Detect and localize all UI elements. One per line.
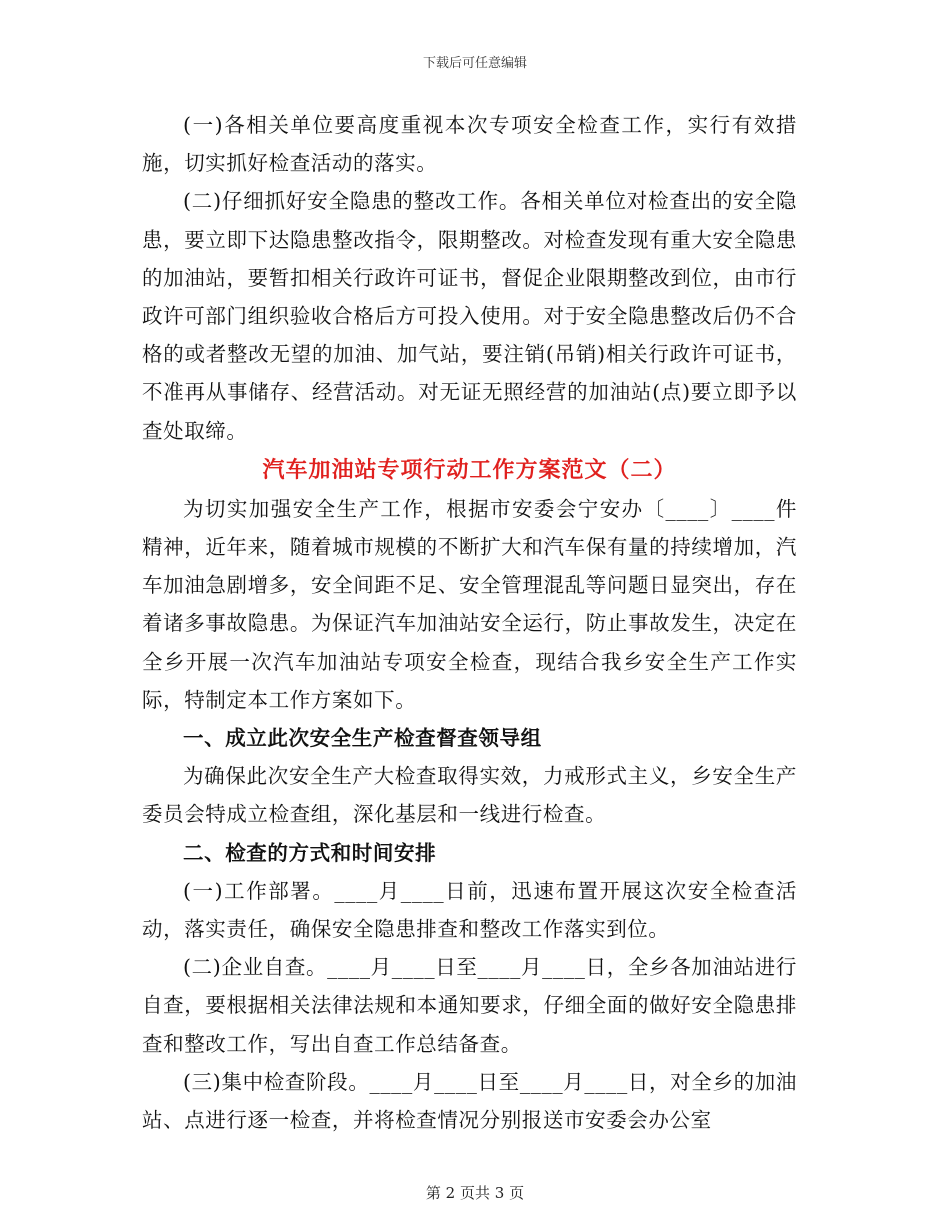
section-heading-2: 二、检查的方式和时间安排 [183, 840, 437, 865]
section-2-item-2: (二)企业自查。____月____日至____月____日，全乡各加油站进行自查，要根据相关法律法规和本通知要求，仔细全面的做好安全隐患排查和整改工作，写出自查工作总结备查。 [142, 955, 797, 1056]
section-1-body: 为确保此次安全生产大检查取得实效，力戒形式主义，乡安全生产委员会特成立检查组，深化基层和一线进行检查。 [142, 764, 797, 827]
page-header: 下载后可任意编辑 [422, 56, 527, 71]
section-2-item-1: (一)工作部署。____月____日前，迅速布置开展这次安全检查活动，落实责任，确保安全隐患排查和整改工作落实到位。 [142, 878, 797, 942]
section-heading-1: 一、成立此次安全生产检查督查领导组 [183, 726, 542, 751]
document-title: 汽车加油站专项行动工作方案范文（二） [262, 456, 677, 483]
section-2-item-3: (三)集中检查阶段。____月____日至____月____日，对全乡的加油站、点进行逐一检查，并将检查情况分别报送市安委会办公室 [142, 1069, 797, 1133]
paragraph-measure-1: (一)各相关单位要高度重视本次专项安全检查工作，实行有效措施，切实抓好检查活动的落实。 [142, 113, 797, 176]
page-footer: 第 2 页共 3 页 [425, 1184, 525, 1202]
paragraph-measure-2: (二)仔细抓好安全隐患的整改工作。各相关单位对检查出的安全隐患，要立即下达隐患整改指令，限期整改。对检查发现有重大安全隐患的加油站，要暂扣相关行政许可证书，督促企业限期整改到位，由市行政许可部门组织验收合格后方可投入使用。对于安全隐患整改后仍不合格的或者整改无望的加油、加气站，要注销(吊销)相关行政许可证书，不准再从事储存、经营活动。对无证无照经营的加油站(点)要立即予以查处取缔。 [142, 189, 797, 443]
intro-paragraph: 为切实加强安全生产工作，根据市安委会宁安办〔____〕____件精神，近年来，随着城市规模的不断扩大和汽车保有量的持续增加，汽车加油急剧增多，安全间距不足、安全管理混乱等问题日显突出，存在着诸多事故隐患。为保证汽车加油站安全运行，防止事故发生，决定在全乡开展一次汽车加油站专项安全检查，现结合我乡安全生产工作实际，特制定本工作方案如下。 [142, 496, 797, 712]
document-body [142, 106, 797, 1139]
